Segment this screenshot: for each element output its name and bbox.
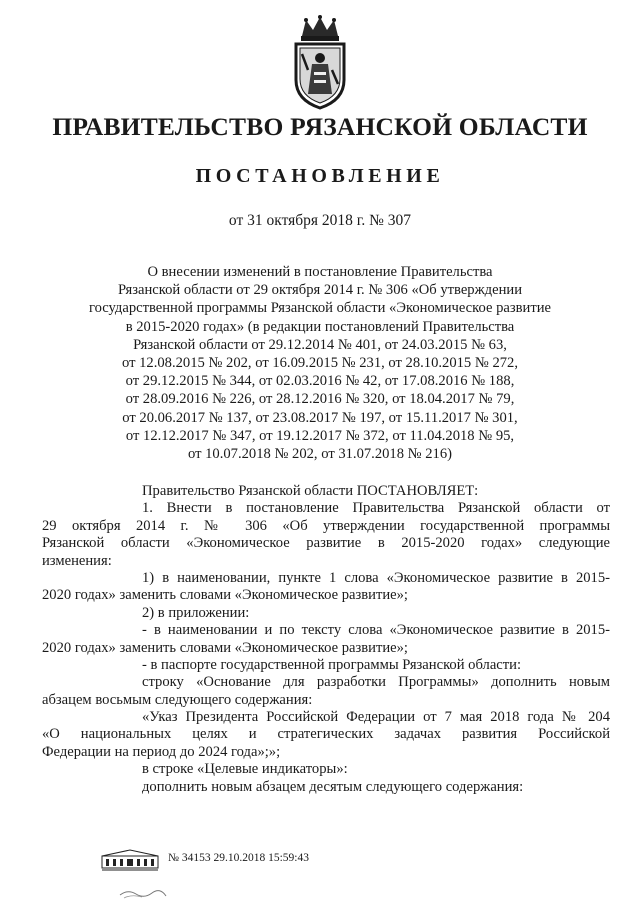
row-2-line: в строке «Целевые индикаторы»:	[142, 761, 348, 778]
dash-1-line: - в наименовании и по тексту слова «Экономическое развитие в 2015-	[142, 622, 610, 639]
coat-of-arms-icon	[288, 14, 352, 112]
resolves-line: Правительство Рязанской области ПОСТАНОВЛЯЕТ:	[142, 483, 479, 499]
scan-mark-icon	[118, 885, 168, 901]
row-1-line: абзацем восьмым следующего содержания:	[42, 691, 313, 708]
quote-line: «О национальных целях и стратегических задачах развития Российской	[42, 726, 610, 743]
subject-line: Рязанской области от 29.12.2014 № 401, от 24.03.2015 № 63,	[133, 336, 507, 353]
subject-line: от 28.09.2016 № 226, от 28.12.2016 № 320, от 18.04.2017 № 79,	[125, 391, 515, 408]
document-date-number: от 31 октября 2018 г. № 307	[228, 212, 412, 229]
government-title: ПРАВИТЕЛЬСТВО РЯЗАНСКОЙ ОБЛАСТИ	[52, 112, 588, 141]
subject-line: государственной программы Рязанской области «Экономическое развитие	[88, 300, 552, 317]
dash-1-line: 2020 годах» заменить словами «Экономическое развитие»;	[42, 639, 408, 656]
subject-line: в 2015-2020 годах» (в редакции постановлений Правительства	[125, 318, 515, 335]
subject-line: от 29.12.2015 № 344, от 02.03.2016 № 42, от 17.08.2016 № 188,	[125, 373, 515, 390]
government-building-stamp-icon	[100, 848, 160, 872]
subitem-1-line: 2020 годах» заменить словами «Экономическое развитие»;	[42, 587, 408, 604]
subitem-2-line: 2) в приложении:	[142, 604, 250, 621]
subitem-1-line: 1) в наименовании, пункте 1 слова «Экономическое развитие в 2015-	[142, 569, 610, 586]
document-footer	[100, 848, 400, 874]
subject-line: от 20.06.2017 № 137, от 23.08.2017 № 197, от 15.11.2017 № 301,	[122, 409, 518, 426]
quote-line: Федерации на период до 2024 года»;»;	[42, 743, 281, 760]
registration-number: № 34153 29.10.2018 15:59:43	[168, 852, 309, 864]
document-body	[42, 483, 610, 796]
quote-line: «Указ Президента Российской Федерации от 7 мая 2018 года № 204	[142, 709, 610, 726]
subject-line: от 10.07.2018 № 202, от 31.07.2018 № 216)	[188, 446, 452, 463]
subject-line: Рязанской области от 29 октября 2014 г. № 306 «Об утверждении	[117, 282, 523, 299]
row-1-line: строку «Основание для разработки Программы» дополнить новым	[142, 674, 610, 691]
item-1-line: изменения:	[42, 552, 112, 569]
item-1-line: Рязанской области «Экономическое развитие в 2015-2020 годах» следующие	[42, 535, 610, 552]
document-type: ПОСТАНОВЛЕНИЕ	[195, 165, 445, 187]
dash-2-line: - в паспорте государственной программы Рязанской области:	[142, 656, 522, 673]
document-subject	[60, 263, 580, 463]
item-1-line: 29 октября 2014 г. № 306 «Об утверждении государственной программы	[42, 517, 610, 534]
row-3-line: дополнить новым абзацем десятым следующего содержания:	[142, 778, 524, 795]
item-1-line: 1. Внести в постановление Правительства Рязанской области от	[142, 500, 610, 517]
subject-line: О внесении изменений в постановление Правительства	[147, 264, 493, 280]
subject-line: от 12.08.2015 № 202, от 16.09.2015 № 231, от 28.10.2015 № 272,	[122, 355, 518, 372]
subject-line: от 12.12.2017 № 347, от 19.12.2017 № 372, от 11.04.2018 № 95,	[125, 427, 515, 444]
